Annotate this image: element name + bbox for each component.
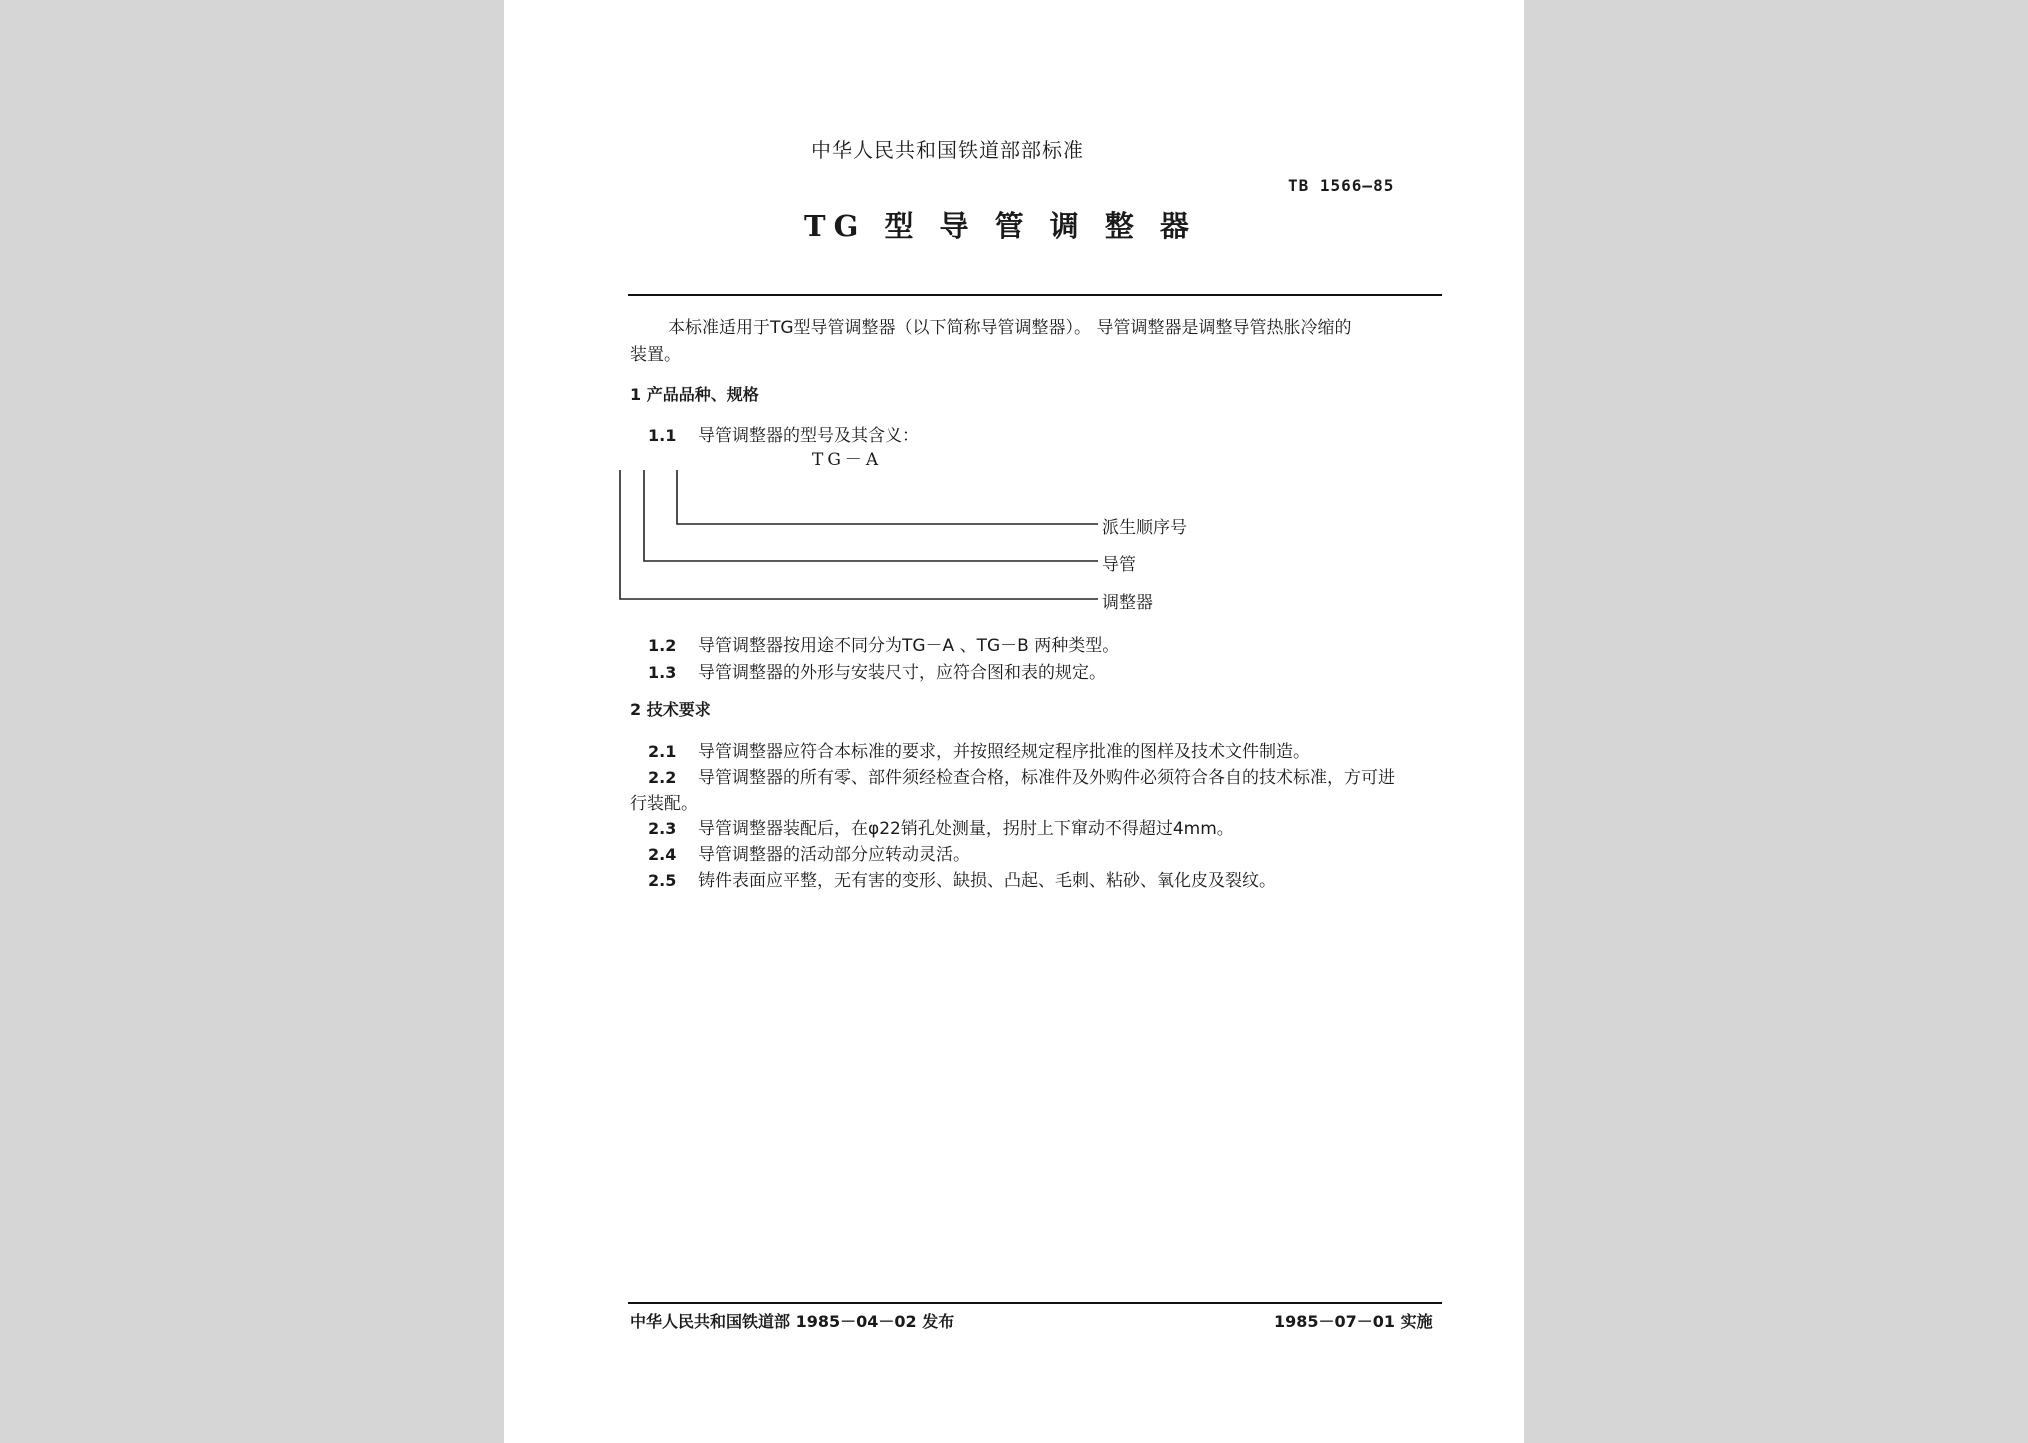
clause-text: 铸件表面应平整，无有害的变形、缺损、凸起、毛刺、粘砂、氧化皮及裂纹。: [698, 871, 1276, 891]
clause-text: 导管调整器的外形与安装尺寸，应符合图和表的规定。: [698, 663, 1106, 683]
clause-number: 2.2: [648, 768, 677, 787]
branch-line-adjuster: [620, 470, 1098, 599]
clause-2-3: [648, 814, 1234, 839]
intro-line-2: 装置。: [630, 345, 681, 365]
issuing-authority: 中华人民共和国铁道部部标准: [811, 138, 1084, 162]
clause-2-4: [648, 840, 970, 865]
standard-number: TB 1566—85: [1288, 176, 1395, 195]
clause-2-2: [648, 763, 1395, 788]
clause-number: 1.2: [648, 636, 677, 655]
issue-date: 中华人民共和国铁道部 1985－04－02 发布: [630, 1312, 955, 1331]
clause-2-2-continuation: 行装配。: [630, 794, 698, 814]
diagram-label-derivative: 派生顺序号: [1102, 518, 1187, 538]
clause-text: 导管调整器按用途不同分为TG－A 、TG－B 两种类型。: [698, 636, 1120, 656]
section-2-heading: 2 技术要求: [630, 700, 711, 719]
clause-text: 导管调整器应符合本标准的要求，并按照经规定程序批准的图样及技术文件制造。: [698, 742, 1310, 762]
clause-text: 导管调整器的型号及其含义：: [698, 426, 919, 446]
diagram-label-adjuster: 调整器: [1102, 593, 1153, 613]
footer-rule: [628, 1302, 1442, 1304]
clause-number: 1.3: [648, 663, 677, 682]
clause-number: 2.4: [648, 845, 677, 864]
clause-2-5: [648, 866, 1276, 891]
document-page: [504, 0, 1524, 1443]
branch-line-derivative: [677, 470, 1098, 524]
effective-date: 1985－07－01 实施: [1274, 1312, 1433, 1331]
clause-number: 2.5: [648, 871, 677, 890]
document-title: TG 型 导 管 调 整 器: [804, 209, 1197, 243]
branch-line-conduit: [644, 470, 1098, 561]
model-code-diagram: [504, 0, 1524, 620]
clause-number: 2.3: [648, 819, 677, 838]
clause-number: 2.1: [648, 742, 677, 761]
clause-text: 导管调整器的所有零、部件须经检查合格，标准件及外购件必须符合各自的技术标准，方可进: [698, 768, 1395, 788]
intro-line-1: 本标准适用于TG型导管调整器（以下简称导管调整器）。 导管调整器是调整导管热胀冷缩的: [668, 318, 1352, 338]
clause-1-2: [648, 631, 1119, 656]
clause-1-3: [648, 658, 1106, 683]
diagram-label-conduit: 导管: [1102, 555, 1136, 575]
clause-text: 导管调整器装配后，在φ22销孔处测量，拐肘上下窜动不得超过4mm。: [698, 819, 1234, 839]
clause-text: 导管调整器的活动部分应转动灵活。: [698, 845, 970, 865]
clause-2-1: [648, 737, 1310, 762]
clause-number: 1.1: [648, 426, 677, 445]
section-1-heading: 1 产品品种、规格: [630, 385, 759, 404]
model-code: TG－A: [812, 450, 883, 470]
